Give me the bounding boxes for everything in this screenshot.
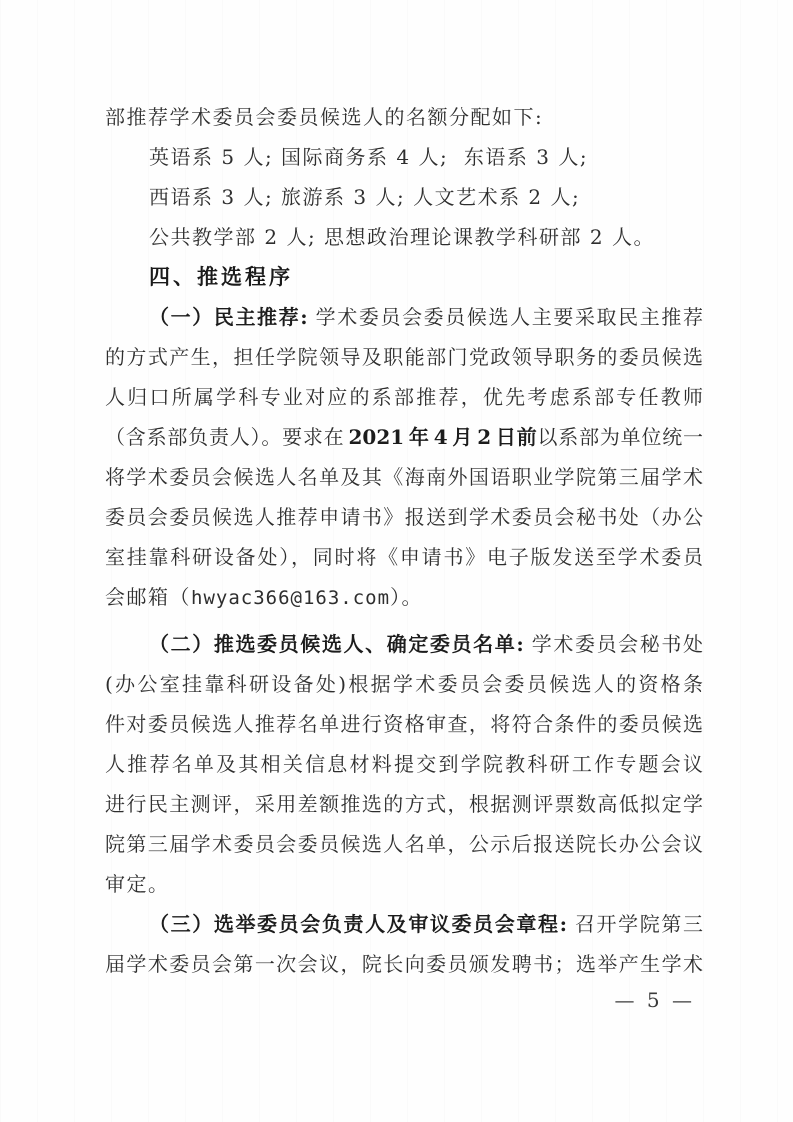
section-heading-text: 四、推选程序	[149, 265, 293, 289]
para2-line-2	[105, 664, 703, 704]
body-text: 召开学院第三	[566, 912, 703, 936]
para2-line-5	[105, 784, 703, 824]
body-text: 委员会委员候选人推荐申请书》报送到学术委员会秘书处（办公	[105, 505, 703, 529]
body-text: 公共教学部 2 人; 思想政治理论课教学科研部 2 人。	[149, 225, 655, 249]
body-text: 学术委员会委员候选人主要采取民主推荐	[307, 305, 703, 329]
para1-line-8	[105, 577, 703, 617]
para3-line-2	[105, 944, 703, 984]
deadline-date: 2021 年 4 月 2 日前	[348, 425, 538, 449]
body-text: 以系部为单位统一	[537, 425, 703, 449]
section-heading	[105, 257, 703, 297]
page-number: — 5 —	[614, 988, 695, 1012]
body-text: 室挂靠科研设备处），同时将《申请书》电子版发送至学术委员	[105, 545, 703, 569]
body-text: （含系部负责人）。要求在	[105, 425, 349, 449]
para2-line-4	[105, 744, 703, 784]
para3-lead-in: （三）选举委员会负责人及审议委员会章程:	[149, 912, 567, 936]
body-text: 人推荐名单及其相关信息材料提交到学院教科研工作专题会议	[105, 752, 703, 776]
para2-lead-in: （二）推选委员候选人、确定委员名单:	[149, 632, 524, 656]
para1-line-2	[105, 337, 703, 377]
body-text: 院第三届学术委员会委员候选人名单，公示后报送院长办公会议	[105, 832, 703, 856]
para1-lead-in: （一）民主推荐:	[149, 305, 308, 329]
body-text: 将学术委员会候选人名单及其《海南外国语职业学院第三届学术	[105, 465, 703, 489]
email-address: hwyac366@163.com	[191, 587, 391, 609]
body-text: 西语系 3 人; 旅游系 3 人; 人文艺术系 2 人;	[149, 185, 581, 209]
body-text: 审定。	[105, 872, 170, 896]
para2-line-3	[105, 704, 703, 744]
para3-line-1	[105, 904, 703, 944]
body-text: (办公室挂靠科研设备处)根据学术委员会委员候选人的资格条	[105, 672, 703, 696]
para2-line-6	[105, 824, 703, 864]
para1-line-6	[105, 497, 703, 537]
body-text: 件对委员候选人推荐名单进行资格审查，将符合条件的委员候选	[105, 712, 703, 736]
paragraph-continuation-line	[105, 97, 703, 137]
document-body	[105, 97, 703, 984]
body-text: 人归口所属学科专业对应的系部推荐，优先考虑系部专任教师	[105, 385, 703, 409]
para2-line-7	[105, 864, 703, 904]
body-text: 的方式产生，担任学院领导及职能部门党政领导职务的委员候选	[105, 345, 703, 369]
para1-line-5	[105, 457, 703, 497]
body-text: 部推荐学术委员会委员候选人的名额分配如下:	[105, 105, 544, 129]
body-text: 届学术委员会第一次会议，院长向委员颁发聘书；选举产生学术	[105, 952, 703, 976]
para2-line-1	[105, 624, 703, 664]
quota-line-english	[105, 137, 703, 177]
quota-line-public	[105, 217, 703, 257]
para1-line-4	[105, 417, 703, 457]
body-text: 学术委员会秘书处	[523, 632, 703, 656]
para1-line-1	[105, 297, 703, 337]
body-text: 会邮箱（	[105, 585, 191, 609]
body-text: ）。	[390, 585, 424, 609]
para1-line-7	[105, 537, 703, 577]
body-text: 进行民主测评，采用差额推选的方式，根据测评票数高低拟定学	[105, 792, 703, 816]
body-text: 英语系 5 人; 国际商务系 4 人; 东语系 3 人;	[149, 145, 589, 169]
quota-line-western	[105, 177, 703, 217]
para1-line-3	[105, 377, 703, 417]
